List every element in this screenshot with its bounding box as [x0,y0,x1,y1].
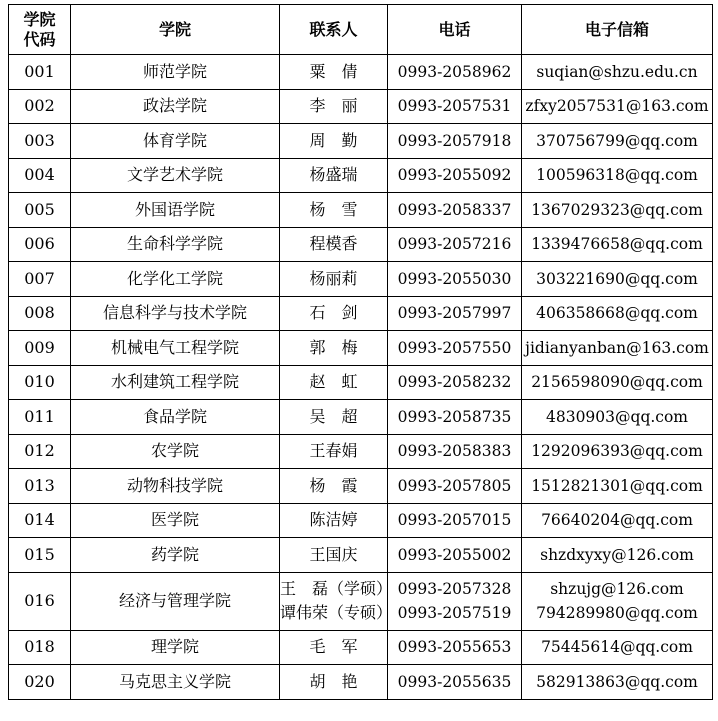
table-row [9,193,713,228]
contact-person-cell [280,331,388,366]
college-code-cell: 015 [9,538,71,573]
college-name-cell: 医学院 [71,503,280,538]
college-code-cell: 012 [9,434,71,469]
table-row [9,572,713,630]
email-address[interactable]: jidianyanban@163.com [525,338,709,357]
contact-person-cell [280,296,388,331]
phone-number: 0993-2057918 [397,131,512,150]
contact-person: 王 磊（学硕） [280,579,393,598]
phone-number: 0993-2058383 [397,442,512,461]
phone-cell [388,296,522,331]
college-code-cell: 008 [9,296,71,331]
contact-person-cell [280,665,388,700]
phone-cell [388,365,522,400]
table-row [9,665,713,700]
email-cell [522,262,713,297]
email-address[interactable]: 100596318@qq.com [536,166,698,185]
email-address[interactable]: suqian@shzu.edu.cn [536,62,698,81]
table-row [9,331,713,366]
college-code-cell: 009 [9,331,71,366]
college-code-cell: 006 [9,227,71,262]
email-cell [522,400,713,435]
email-address[interactable]: shzujg@126.com [550,580,684,598]
email-address[interactable]: zfxy2057531@163.com [525,97,709,116]
contact-person-cell [280,572,393,630]
table-row [9,365,713,400]
phone-number: 0993-2057997 [397,304,512,323]
contact-person-cell [280,262,388,297]
college-name-cell: 信息科学与技术学院 [71,296,280,331]
email-cell [522,538,713,573]
header-college-code [9,5,71,55]
college-name-cell: 经济与管理学院 [71,572,280,630]
contact-person-cell [280,630,388,665]
phone-cell [388,331,522,366]
email-address[interactable]: 1339476658@qq.com [531,235,703,254]
email-address[interactable]: 1367029323@qq.com [531,200,703,219]
college-name-cell: 动物科技学院 [71,469,280,504]
header-email: 电子信箱 [522,5,713,55]
phone-number: 0993-2058962 [397,62,512,81]
header-phone: 电话 [388,5,522,55]
contact-person-cell [280,365,388,400]
email-cell [522,227,713,262]
phone-cell [388,630,522,665]
college-name-cell: 农学院 [71,434,280,469]
contact-person-cell [280,503,388,538]
contact-person-cell [280,55,388,90]
phone-number: 0993-2057015 [397,511,512,530]
phone-number: 0993-2057328 [397,580,512,598]
college-contact-table [8,4,713,700]
email-address[interactable]: 303221690@qq.com [536,269,698,288]
phone-cell [388,158,522,193]
phone-cell [388,193,522,228]
phone-cell [388,572,522,630]
phone-cell [388,262,522,297]
contact-person-cell [280,193,388,228]
college-code-cell: 002 [9,89,71,124]
contact-person: 陈洁婷 [309,510,358,530]
table-row [9,434,713,469]
college-code-cell: 001 [9,55,71,90]
phone-number: 0993-2058232 [397,373,512,392]
college-code-cell: 011 [9,400,71,435]
table-row [9,538,713,573]
contact-person: 王春娟 [309,441,358,461]
college-name-cell: 师范学院 [71,55,280,90]
college-code-cell: 018 [9,630,71,665]
header-contact: 联系人 [280,5,388,55]
phone-number: 0993-2055030 [397,269,512,288]
contact-person: 杨盛瑞 [309,165,358,185]
contact-person: 杨 霞 [309,475,358,495]
phone-number: 0993-2057550 [397,338,512,357]
college-code-cell: 013 [9,469,71,504]
contact-person: 郭 梅 [309,337,358,357]
table-row [9,400,713,435]
phone-number: 0993-2057531 [397,97,512,116]
college-name-cell: 食品学院 [71,400,280,435]
contact-person: 杨 雪 [309,199,358,219]
college-name-cell: 外国语学院 [71,193,280,228]
table-row [9,124,713,159]
email-cell [522,469,713,504]
phone-cell [388,469,522,504]
email-address[interactable]: 76640204@qq.com [541,511,693,530]
contact-person: 毛 军 [309,637,358,657]
college-code-cell: 004 [9,158,71,193]
table-row [9,503,713,538]
table-row [9,158,713,193]
contact-person: 王国庆 [309,544,358,564]
college-name-cell: 化学化工学院 [71,262,280,297]
college-name-cell: 体育学院 [71,124,280,159]
email-cell [522,665,713,700]
email-cell [522,124,713,159]
email-address[interactable]: 4830903@qq.com [545,407,688,426]
contact-person: 吴 超 [309,406,358,426]
email-cell [522,158,713,193]
college-code-cell: 005 [9,193,71,228]
email-address[interactable]: 75445614@qq.com [541,638,693,657]
phone-number: 0993-2057519 [397,604,512,622]
college-name-cell: 生命科学学院 [71,227,280,262]
phone-number: 0993-2057805 [397,476,512,495]
college-name-cell: 文学艺术学院 [71,158,280,193]
email-cell [522,89,713,124]
college-code-cell: 010 [9,365,71,400]
email-address[interactable]: 406358668@qq.com [536,304,698,323]
college-code-cell: 007 [9,262,71,297]
college-code-cell: 016 [9,572,71,630]
phone-number: 0993-2057216 [397,235,512,254]
contact-person-cell [280,469,388,504]
phone-number: 0993-2055635 [397,672,512,691]
contact-person-cell [280,400,388,435]
contact-person-cell [280,158,388,193]
header-college: 学院 [71,5,280,55]
email-address[interactable]: 1512821301@qq.com [531,476,703,495]
phone-number: 0993-2058337 [397,200,512,219]
college-code-cell: 020 [9,665,71,700]
contact-person: 程模香 [309,234,358,254]
phone-number: 0993-2055653 [397,638,512,657]
table-body [9,55,713,700]
email-cell [522,193,713,228]
contact-person: 谭伟荣（专硕） [280,603,393,622]
contact-person: 粟 倩 [309,61,358,81]
contact-person: 李 丽 [309,96,358,116]
table-row [9,55,713,90]
table-row [9,262,713,297]
table-header-row [9,5,713,55]
college-name-cell: 机械电气工程学院 [71,331,280,366]
email-cell [522,331,713,366]
college-name-cell: 药学院 [71,538,280,573]
phone-cell [388,538,522,573]
email-address[interactable]: 1292096393@qq.com [531,442,703,461]
email-cell [522,365,713,400]
email-address[interactable]: 582913863@qq.com [536,672,698,691]
contact-person-cell [280,434,388,469]
contact-person-cell [280,538,388,573]
email-cell [522,503,713,538]
phone-number: 0993-2058735 [397,407,512,426]
table-row [9,89,713,124]
email-cell [522,296,713,331]
contact-person-cell [280,227,388,262]
college-code-cell: 014 [9,503,71,538]
contact-person-cell [280,124,388,159]
phone-number: 0993-2055002 [397,545,512,564]
email-cell [522,55,713,90]
phone-cell [388,665,522,700]
college-name-cell: 水利建筑工程学院 [71,365,280,400]
phone-cell [388,55,522,90]
phone-cell [388,503,522,538]
table-row [9,296,713,331]
college-code-cell: 003 [9,124,71,159]
email-cell [522,630,713,665]
email-address[interactable]: 2156598090@qq.com [531,373,703,392]
phone-cell [388,434,522,469]
contact-person: 周 勤 [309,130,358,150]
college-name-cell: 马克思主义学院 [71,665,280,700]
contact-person: 赵 虹 [309,372,358,392]
email-cell [522,572,713,630]
email-address[interactable]: shzdxyxy@126.com [540,545,694,564]
header-code-line2: 代码 [23,29,56,49]
email-address[interactable]: 794289980@qq.com [536,604,698,622]
table-row [9,227,713,262]
table-row [9,630,713,665]
phone-number: 0993-2055092 [397,166,512,185]
phone-cell [388,227,522,262]
contact-person-cell [280,89,388,124]
email-address[interactable]: 370756799@qq.com [536,131,698,150]
college-name-cell: 政法学院 [71,89,280,124]
phone-cell [388,400,522,435]
contact-person: 石 剑 [309,303,358,323]
header-code-line1: 学院 [23,9,56,29]
college-name-cell: 理学院 [71,630,280,665]
contact-person: 胡 艳 [309,671,358,691]
contact-person: 杨丽莉 [309,268,358,288]
email-cell [522,434,713,469]
table-row [9,469,713,504]
phone-cell [388,124,522,159]
phone-cell [388,89,522,124]
